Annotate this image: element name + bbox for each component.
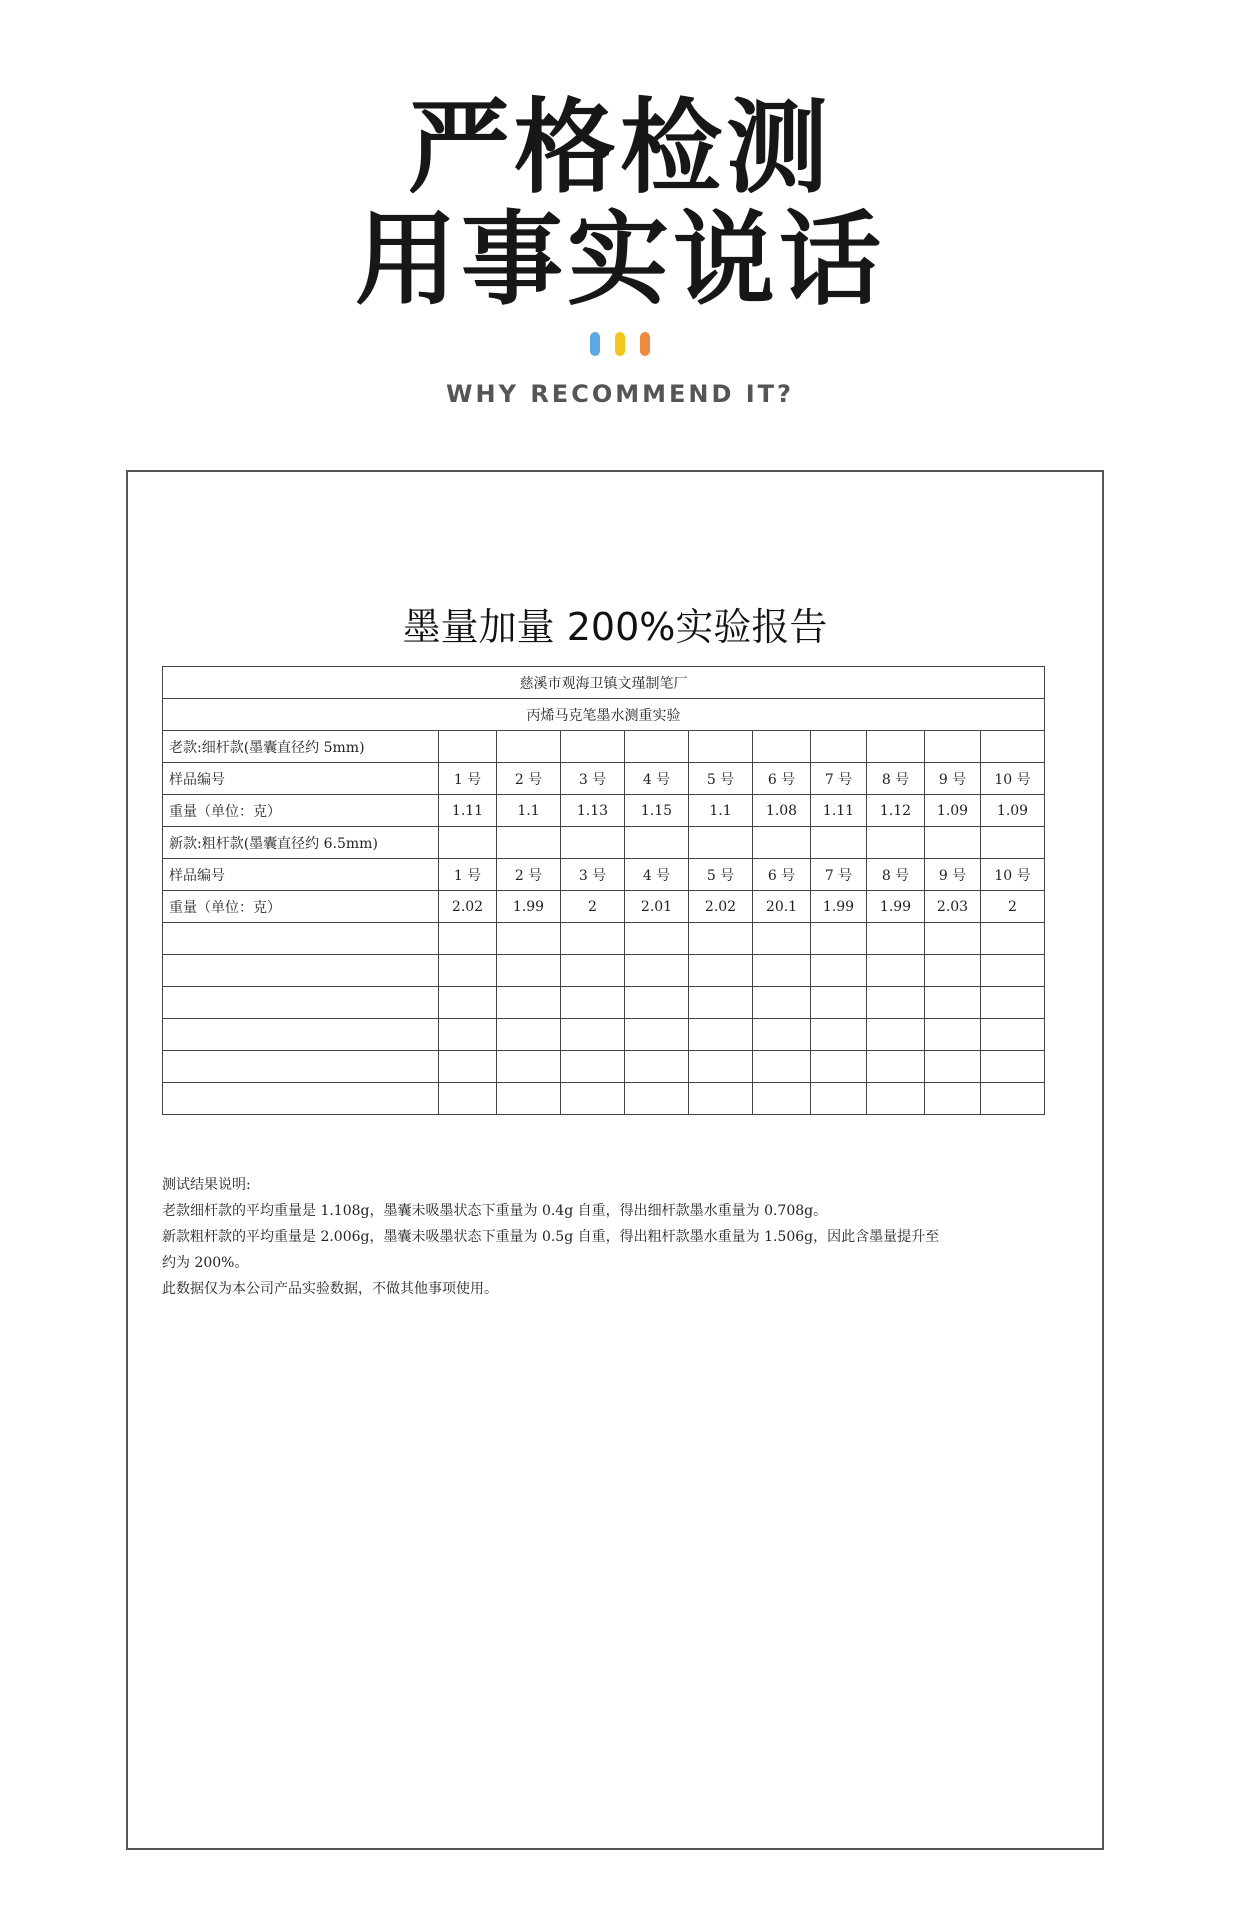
- sample-number: 5 号: [689, 859, 753, 891]
- sample-number: 6 号: [753, 859, 811, 891]
- empty-cell: [867, 731, 925, 763]
- empty-cell: [811, 987, 867, 1019]
- test-notes: [162, 1172, 1062, 1302]
- empty-cell: [163, 1083, 439, 1115]
- empty-cell: [625, 731, 689, 763]
- empty-cell: [439, 923, 497, 955]
- empty-cell: [981, 731, 1045, 763]
- sample-number: 10 号: [981, 763, 1045, 795]
- weight-value: 1.15: [625, 795, 689, 827]
- table-row-new-label: [163, 827, 1045, 859]
- weight-label: 重量（单位：克）: [163, 891, 439, 923]
- empty-cell: [163, 923, 439, 955]
- subtitle: WHY RECOMMEND IT?: [446, 380, 794, 408]
- notes-line-new-cont: 约为 200%。: [162, 1255, 249, 1271]
- empty-cell: [561, 1019, 625, 1051]
- sample-number: 6 号: [753, 763, 811, 795]
- notes-disclaimer: 此数据仅为本公司产品实验数据，不做其他事项使用。: [162, 1281, 498, 1297]
- sample-number: 1 号: [439, 763, 497, 795]
- dot-orange: [640, 332, 650, 356]
- empty-cell: [561, 1083, 625, 1115]
- empty-cell: [925, 987, 981, 1019]
- empty-cell: [561, 1051, 625, 1083]
- empty-cell: [497, 1051, 561, 1083]
- sample-number: 2 号: [497, 859, 561, 891]
- empty-cell: [981, 923, 1045, 955]
- empty-cell: [689, 955, 753, 987]
- empty-cell: [925, 923, 981, 955]
- table-row-empty: [163, 923, 1045, 955]
- empty-cell: [811, 1083, 867, 1115]
- weight-value: 2.02: [689, 891, 753, 923]
- sample-label: 样品编号: [163, 859, 439, 891]
- table-row-old-label: [163, 731, 1045, 763]
- weight-value: 1.13: [561, 795, 625, 827]
- empty-cell: [561, 923, 625, 955]
- sample-number: 1 号: [439, 859, 497, 891]
- empty-cell: [867, 955, 925, 987]
- weight-value: 1.99: [811, 891, 867, 923]
- experiment-name: 丙烯马克笔墨水测重实验: [163, 699, 1045, 731]
- empty-cell: [625, 987, 689, 1019]
- factory-name: 慈溪市观海卫镇文瑾制笔厂: [163, 667, 1045, 699]
- empty-cell: [439, 731, 497, 763]
- sample-number: 7 号: [811, 763, 867, 795]
- empty-cell: [561, 731, 625, 763]
- table-row-empty: [163, 1051, 1045, 1083]
- dot-yellow: [615, 332, 625, 356]
- empty-cell: [689, 987, 753, 1019]
- empty-cell: [753, 923, 811, 955]
- table-row-empty: [163, 1083, 1045, 1115]
- empty-cell: [981, 987, 1045, 1019]
- sample-label: 样品编号: [163, 763, 439, 795]
- empty-cell: [925, 1051, 981, 1083]
- empty-cell: [561, 987, 625, 1019]
- table-row-experiment: [163, 699, 1045, 731]
- weight-label: 重量（单位：克）: [163, 795, 439, 827]
- empty-cell: [811, 1051, 867, 1083]
- sample-number: 10 号: [981, 859, 1045, 891]
- empty-cell: [981, 1051, 1045, 1083]
- empty-cell: [163, 955, 439, 987]
- report-title: 墨量加量 200%实验报告: [402, 605, 828, 649]
- empty-cell: [811, 955, 867, 987]
- table-row-old-samples: [163, 763, 1045, 795]
- empty-cell: [981, 827, 1045, 859]
- empty-cell: [867, 827, 925, 859]
- new-model-label: 新款:粗杆款(墨囊直径约 6.5mm): [163, 827, 439, 859]
- weight-value: 2.01: [625, 891, 689, 923]
- empty-cell: [753, 731, 811, 763]
- weight-value: 1.09: [925, 795, 981, 827]
- empty-cell: [753, 1083, 811, 1115]
- table-row-factory: [163, 667, 1045, 699]
- empty-cell: [981, 1083, 1045, 1115]
- empty-cell: [497, 923, 561, 955]
- empty-cell: [625, 1083, 689, 1115]
- empty-cell: [753, 987, 811, 1019]
- empty-cell: [689, 1019, 753, 1051]
- empty-cell: [753, 827, 811, 859]
- weight-value: 1.11: [439, 795, 497, 827]
- table-row-empty: [163, 955, 1045, 987]
- weight-value: 1.1: [689, 795, 753, 827]
- weight-value: 2: [981, 891, 1045, 923]
- weight-value: 2.02: [439, 891, 497, 923]
- empty-cell: [439, 1019, 497, 1051]
- empty-cell: [981, 1019, 1045, 1051]
- weight-value: 1.99: [867, 891, 925, 923]
- weight-value: 1.08: [753, 795, 811, 827]
- empty-cell: [439, 1083, 497, 1115]
- decorative-dots: [0, 332, 1240, 356]
- empty-cell: [867, 1051, 925, 1083]
- table-row-old-weights: [163, 795, 1045, 827]
- notes-line-new: 新款粗杆款的平均重量是 2.006g，墨囊未吸墨状态下重量为 0.5g 自重，得出粗杆款墨水重量为 1.506g，因此含墨量提升至: [162, 1229, 940, 1245]
- sample-number: 5 号: [689, 763, 753, 795]
- sample-number: 9 号: [925, 859, 981, 891]
- table-row-new-samples: [163, 859, 1045, 891]
- table-row-new-weights: [163, 891, 1045, 923]
- weight-value: 1.11: [811, 795, 867, 827]
- headline-line-1: 严格检测: [408, 89, 832, 208]
- empty-cell: [867, 987, 925, 1019]
- empty-cell: [625, 955, 689, 987]
- empty-cell: [689, 923, 753, 955]
- empty-cell: [497, 1019, 561, 1051]
- empty-cell: [925, 1083, 981, 1115]
- empty-cell: [753, 1051, 811, 1083]
- empty-cell: [497, 731, 561, 763]
- empty-cell: [439, 955, 497, 987]
- headline-line-2: 用事实说话: [355, 201, 885, 320]
- weight-value: 20.1: [753, 891, 811, 923]
- empty-cell: [925, 1019, 981, 1051]
- sample-number: 4 号: [625, 763, 689, 795]
- dot-blue: [590, 332, 600, 356]
- empty-cell: [925, 827, 981, 859]
- empty-cell: [163, 1019, 439, 1051]
- sample-number: 4 号: [625, 859, 689, 891]
- empty-cell: [497, 955, 561, 987]
- empty-cell: [163, 1051, 439, 1083]
- empty-cell: [753, 955, 811, 987]
- empty-cell: [867, 923, 925, 955]
- empty-cell: [561, 827, 625, 859]
- weight-value: 2: [561, 891, 625, 923]
- empty-cell: [689, 1083, 753, 1115]
- empty-cell: [689, 1051, 753, 1083]
- old-model-label: 老款:细杆款(墨囊直径约 5mm): [163, 731, 439, 763]
- empty-cell: [439, 827, 497, 859]
- empty-cell: [497, 987, 561, 1019]
- empty-cell: [561, 955, 625, 987]
- empty-cell: [867, 1019, 925, 1051]
- empty-cell: [625, 827, 689, 859]
- table-row-empty: [163, 1019, 1045, 1051]
- empty-cell: [497, 1083, 561, 1115]
- empty-cell: [925, 955, 981, 987]
- empty-cell: [439, 987, 497, 1019]
- sample-number: 3 号: [561, 763, 625, 795]
- sample-number: 7 号: [811, 859, 867, 891]
- sample-number: 9 号: [925, 763, 981, 795]
- sample-number: 2 号: [497, 763, 561, 795]
- empty-cell: [689, 827, 753, 859]
- weight-value: 1.12: [867, 795, 925, 827]
- weight-value: 2.03: [925, 891, 981, 923]
- weight-value: 1.1: [497, 795, 561, 827]
- sample-number: 8 号: [867, 763, 925, 795]
- empty-cell: [689, 731, 753, 763]
- report-document: [126, 470, 1104, 1850]
- weight-value: 1.09: [981, 795, 1045, 827]
- notes-line-old: 老款细杆款的平均重量是 1.108g，墨囊未吸墨状态下重量为 0.4g 自重，得出细杆款墨水重量为 0.708g。: [162, 1203, 828, 1219]
- empty-cell: [497, 827, 561, 859]
- empty-cell: [925, 731, 981, 763]
- empty-cell: [753, 1019, 811, 1051]
- notes-heading: 测试结果说明:: [162, 1177, 251, 1193]
- empty-cell: [625, 923, 689, 955]
- table-row-empty: [163, 987, 1045, 1019]
- empty-cell: [625, 1051, 689, 1083]
- weight-value: 1.99: [497, 891, 561, 923]
- empty-cell: [811, 827, 867, 859]
- sample-number: 8 号: [867, 859, 925, 891]
- empty-cell: [811, 923, 867, 955]
- empty-cell: [811, 731, 867, 763]
- empty-cell: [163, 987, 439, 1019]
- report-table: [162, 666, 1045, 1115]
- empty-cell: [625, 1019, 689, 1051]
- sample-number: 3 号: [561, 859, 625, 891]
- empty-cell: [811, 1019, 867, 1051]
- empty-cell: [867, 1083, 925, 1115]
- empty-cell: [439, 1051, 497, 1083]
- empty-cell: [981, 955, 1045, 987]
